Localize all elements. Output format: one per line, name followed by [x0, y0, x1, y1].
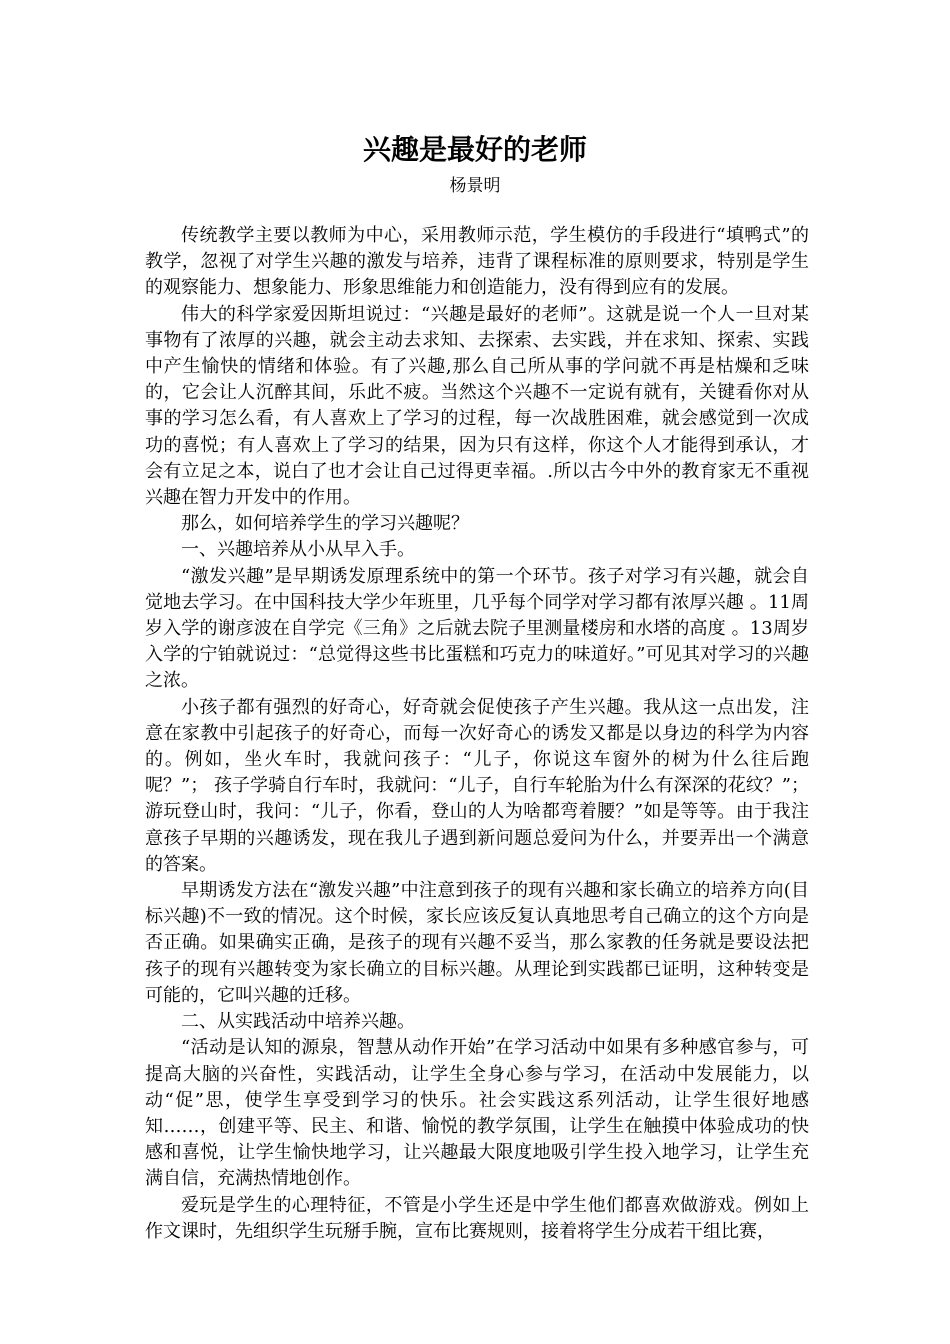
paragraph-6: 早期诱发方法在“激发兴趣”中注意到孩子的现有兴趣和家长确立的培养方向(目标兴趣)不一致的情况。这个时候，家长应该反复认真地思考自己确立的这个方向是否正确。如果确实正确，是孩子的现有兴趣不妥当，那么家教的任务就是要设法把孩子的现有兴趣转变为家长确立的目标兴趣。从理论到实践都已证明，这种转变是可能的，它叫兴趣的迁移。 [145, 880, 809, 1006]
document-author: 杨景明 [449, 176, 501, 196]
document-body [145, 223, 809, 1245]
section-heading-2: 二、从实践活动中培养兴趣。 [181, 1011, 415, 1033]
paragraph-7: “活动是认知的源泉，智慧从动作开始”在学习活动中如果有多种感官参与，可提高大脑的兴奋性，实践活动，让学生全身心参与学习，在活动中发展能力，以动“促”思，使学生享受到学习的快乐。社会实践这系列活动，让学生很好地感知……，创建平等、民主、和谐、愉悦的教学氛围，让学生在触摸中体验成功的快感和喜悦，让学生愉快地学习，让兴趣最大限度地吸引学生投入地学习，让学生充满自信，充满热情地创作。 [145, 1037, 809, 1190]
paragraph-1: 传统教学主要以教师为中心，采用教师示范，学生模仿的手段进行“填鸭式”的教学，忽视了对学生兴趣的激发与培养，违背了课程标准的原则要求，特别是学生的观察能力、想象能力、形象思维能力和创造能力，没有得到应有的发展。 [145, 225, 809, 299]
document-title: 兴趣是最好的老师 [362, 133, 587, 166]
paragraph-5: 小孩子都有强烈的好奇心，好奇就会促使孩子产生兴趣。我从这一点出发，注意在家教中引起孩子的好奇心，而每一次好奇心的诱发又都是以身边的科学为内容的。例如，坐火车时，我就问孩子：“儿子，你说这车窗外的树为什么往后跑呢？”； 孩子学骑自行车时，我就问：“儿子，自行车轮胎为什么有深深的花纹？”；游玩登山时，我问：“儿子，你看，登山的人为啥都弯着腰？”如是等等。由于我注意孩子早期的兴趣诱发，现在我儿子遇到新问题总爱问为什么，并要弄出一个满意的答案。 [145, 696, 809, 875]
paragraph-4: “激发兴趣”是早期诱发原理系统中的第一个环节。孩子对学习有兴趣，就会自觉地去学习。在中国科技大学少年班里，几乎每个同学对学习都有浓厚兴趣 。11周岁入学的谢彦波在自学完《三角》之后就去院子里测量楼房和水塔的高度 。13周岁入学的宁铂就说过：“总觉得这些书比蛋糕和巧克力的味道好。”可见其对学习的兴趣之浓。 [145, 565, 809, 692]
section-heading-1: 一、兴趣培养从小从早入手。 [181, 539, 415, 561]
paragraph-3: 那么，如何培养学生的学习兴趣呢？ [181, 513, 469, 535]
paragraph-2: 伟大的科学家爱因斯坦说过：“兴趣是最好的老师”。这就是说一个人一旦对某事物有了浓厚的兴趣，就会主动去求知、去探索、去实践，并在求知、探索、实践中产生愉快的情绪和体验。有了兴趣,那么自己所从事的学问就不再是枯燥和乏味的，它会让人沉醉其间，乐此不疲。当然这个兴趣不一定说有就有，关键看你对从事的学习怎么看，有人喜欢上了学习的过程，每一次战胜困难，就会感觉到一次成功的喜悦；有人喜欢上了学习的结果，因为只有这样，你这个人才能得到承认，才会有立足之本，说白了也才会让自己过得更幸福。.所以古今中外的教育家无不重视兴趣在智力开发中的作用。 [145, 303, 809, 509]
paragraph-8: 爱玩是学生的心理特征，不管是小学生还是中学生他们都喜欢做游戏。例如上作文课时，先组织学生玩掰手腕，宣布比赛规则，接着将学生分成若干组比赛， [145, 1194, 809, 1242]
